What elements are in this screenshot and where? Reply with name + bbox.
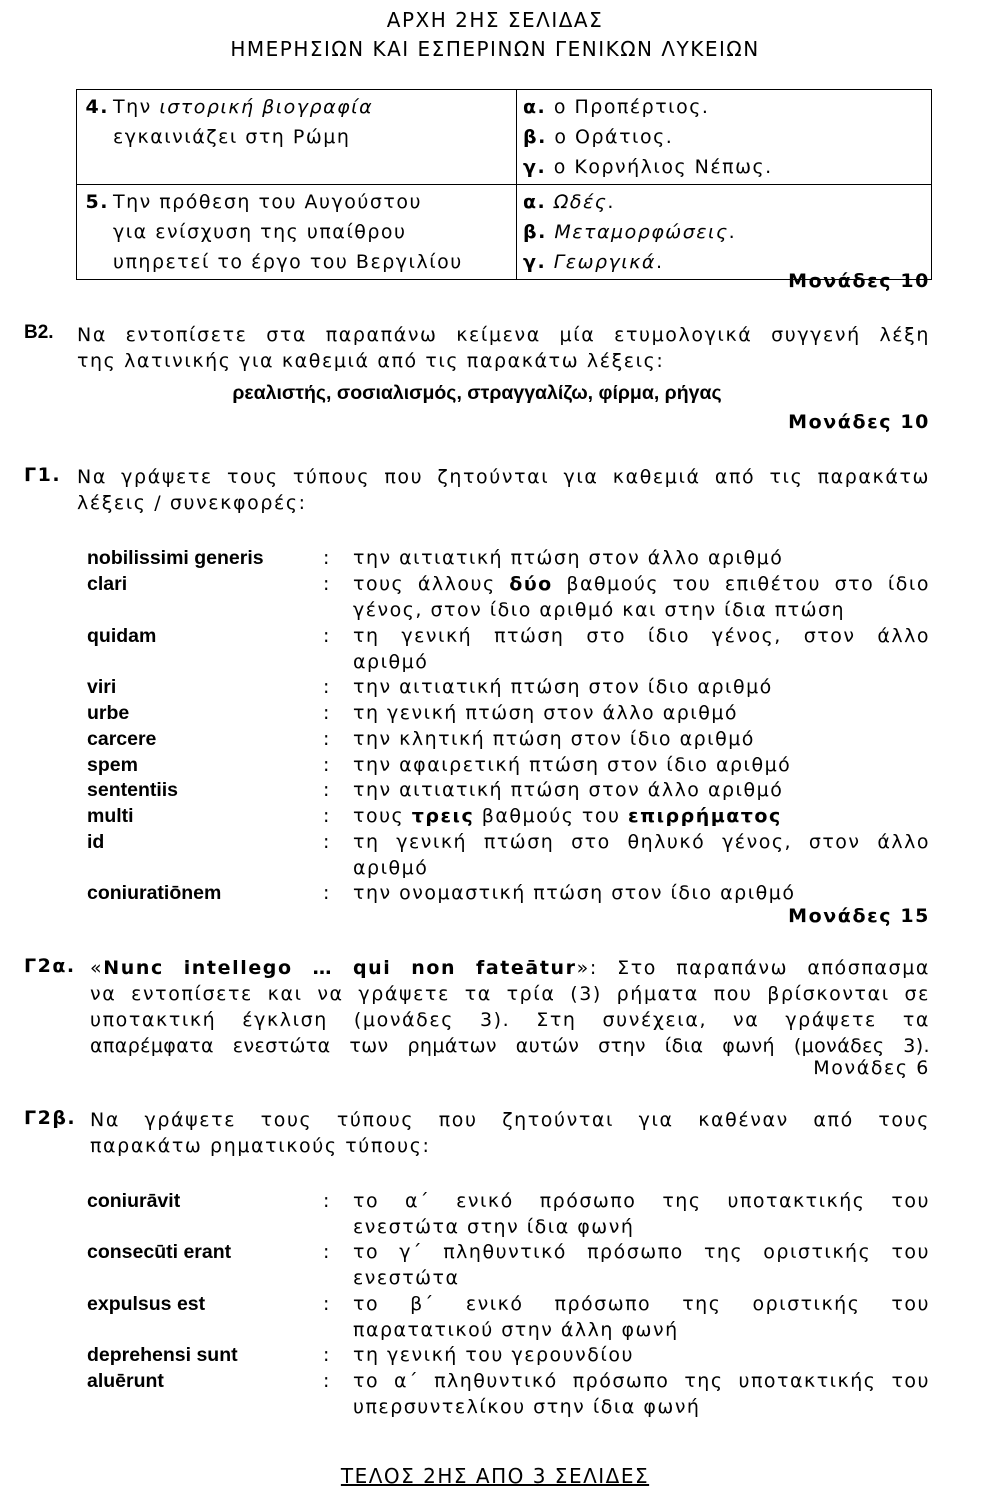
question-label-g2a: Γ2α. (24, 955, 76, 977)
table-row: 4. Την ιστορική βιογραφία εγκαινιάζει στη Ρώμη α. ο Προπέρτιος. β. ο Οράτιος. γ. ο Κορνήλιος Νέπως. (77, 90, 932, 185)
matching-table (76, 89, 932, 280)
matching-points: Μονάδες 10 (788, 270, 930, 292)
question-label-b2: Β2. (24, 322, 54, 343)
question-label-g1: Γ1. (24, 464, 62, 486)
question-label-g2b: Γ2β. (24, 1107, 77, 1129)
page-footer: ΤΕΛΟΣ 2ΗΣ ΑΠΟ 3 ΣΕΛΙΔΕΣ (340, 1464, 650, 1488)
b2-text: Να εντοπίσετε στα παραπάνω κείμενα μία ετυμολογικά συγγενή λέξη της λατινικής για καθεμιά από τις παρακάτω λέξεις: (77, 324, 930, 372)
page-header-line1: ΑΡΧΗ 2ΗΣ ΣΕΛΙΔΑΣ (386, 8, 604, 32)
g2a-points: Μονάδες 6 (813, 1057, 930, 1079)
g1-points: Μονάδες 15 (788, 905, 930, 927)
g1-text: Να γράψετε τους τύπους που ζητούνται για καθεμιά από τις παρακάτω λέξεις / συνεκφορές: (77, 466, 930, 514)
page-header-line2: ΗΜΕΡΗΣΙΩΝ ΚΑΙ ΕΣΠΕΡΙΝΩΝ ΓΕΝΙΚΩΝ ΛΥΚΕΙΩΝ (230, 37, 760, 61)
g2a-text: «Nunc intellego … qui non fateātur»: Στο παραπάνω απόσπασμα να εντοπίσετε και να γράψετε τα τρία (3) ρήματα που βρίσκονται σε υποτακτική έγκλιση (μονάδες 3). Στη συνέχεια, να γράψετε τα απαρέμφατα ενεστώτα των ρημάτων αυτών στην ίδια φωνή (μονάδες 3). (90, 957, 931, 1057)
b2-points: Μονάδες 10 (788, 411, 930, 433)
b2-words: ρεαλιστής, σοσιαλισμός, στραγγαλίζω, φίρμα, ρήγας (232, 382, 722, 404)
table-row: 5. Την πρόθεση του Αυγούστου για ενίσχυση της υπαίθρου υπηρετεί το έργο του Βεργιλίου α. Ωδές. β. Μεταμορφώσεις. γ. Γεωργικά. (77, 185, 932, 280)
exam-page: ΑΡΧΗ 2ΗΣ ΣΕΛΙΔΑΣ ΗΜΕΡΗΣΙΩΝ ΚΑΙ ΕΣΠΕΡΙΝΩΝ ΓΕΝΙΚΩΝ ΛΥΚΕΙΩΝ 4. Την ιστορική βιογραφία εγκαινιάζει στη Ρώμη α. ο Προπέρτιος. β. ο Οράτιος. γ. ο Κορνήλιος Νέπως. 5. Την πρόθεση του Αυγούστου για ενίσχυση της υπαίθρου υπηρετεί το έργο του Βεργιλίου α. Ωδές. β. Μεταμορφώσεις. γ. Γεωργικά. Μονάδες 10 Β2. Να εντοπίσετε στα παραπάνω κείμενα μία ετυμολογικά συγγενή λέξη της λατινικής για καθεμιά από τις παρακάτω λέξεις: ρεαλιστής, σοσιαλισμός, στραγγαλίζω, φίρμα, ρήγας Μονάδες 10 Γ1. Να γράψετε τους τύπους που ζητούνται για καθεμιά από τις παρακάτω λέξεις / συνεκφορές: nobilissimi generis : την αιτιατική πτώση στον άλλο αριθμό clari : τους άλλους δύο βαθμούς του επιθέτου στο ίδιο γένος, στον ίδιο αριθμό και στην ίδια πτώση quidam : τη γενική πτώση στο ίδιο γένος, στον άλλο αριθμό viri : την αιτιατική πτώση στον ίδιο αριθμό urbe : τη γενική πτώση στον άλλο αριθμό carcere : την κλητική πτώση στον ίδιο αριθμό spem : την αφαιρετική πτώση στον ίδιο αριθμό sententiis : την αιτιατική πτώση στον άλλο αριθμό multi : τους τρεις βαθμούς του επιρρήματος id : τη γενική πτώση στο θηλυκό γένος, στον άλλο αριθμό coniuratiōnem : την ονομαστική πτώση στον ίδιο αριθμό Μονάδες 15 Γ2α. «Nunc intellego … qui non fateātur»: Στο παραπάνω απόσπασμα να εντοπίσετε και να γράψετε τα τρία (3) ρήματα που βρίσκονται σε υποτακτική έγκλιση (μονάδες 3). Στη συνέχεια, να γράψετε τα απαρέμφατα ενεστώτα των ρημάτων αυτών στην ίδια φωνή (μονάδες 3). Μονάδες 6 Γ2β. Να γράψετε τους τύπους που ζητούνται για καθέναν από τους παρακάτω ρηματικούς τύπους: coniurāvit : το α΄ ενικό πρόσωπο της υποτακτικής του ενεστώτα στην ίδια φωνή consecūti erant : το γ΄ πληθυντικό πρόσωπο της οριστικής του ενεστώτα expulsus est : το β΄ ενικό πρόσωπο της οριστικής του παρατατικού στην άλλη φωνή deprehensi sunt : τη γενική του γερουνδίου aluērunt : το α΄ πληθυντικό πρόσωπο της υποτακτικής του υπερσυντελίκου στην ίδια φωνή ΤΕΛΟΣ 2ΗΣ ΑΠΟ 3 ΣΕΛΙΔΕΣ (0, 0, 990, 1499)
g2b-text: Να γράψετε τους τύπους που ζητούνται για καθέναν από τους παρακάτω ρηματικούς τύπους: (90, 1109, 930, 1157)
